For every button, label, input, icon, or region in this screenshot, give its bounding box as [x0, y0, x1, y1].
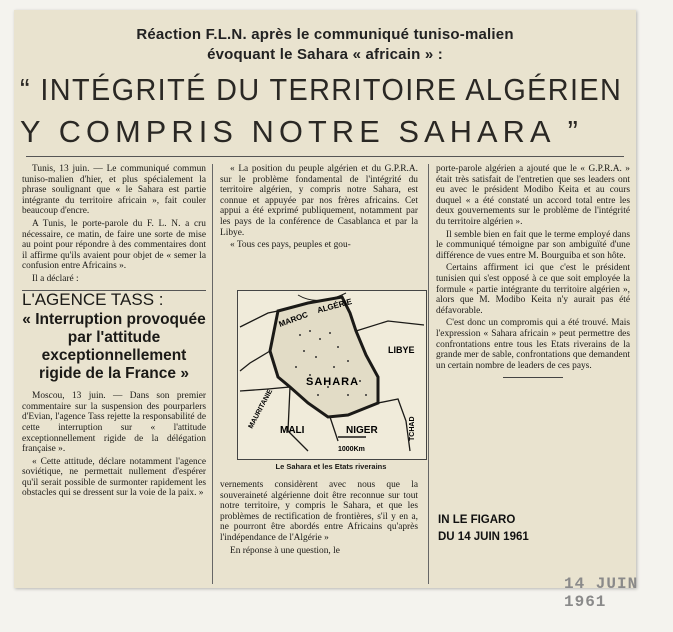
- map-label-mauritanie: MAURITANIE: [247, 388, 275, 430]
- source-annotation: [438, 512, 529, 546]
- col3-paragraph: Il semble bien en fait que le terme employé dans le communiqué témoigne par son ambiguïté d'une différence de vues entre M. Bourguiba et son hôte.: [436, 229, 630, 261]
- map-label-tchad: TCHAD: [409, 416, 416, 441]
- col2-paragraph: « Tous ces pays, peuples et gou-: [230, 240, 351, 251]
- column-divider: [212, 164, 213, 584]
- col3-paragraph: C'est donc un compromis qui a été trouvé. Mais l'expression « Sahara africain » peut permettre des confrontations entre tous les Etats riverains de la grande mer de sable, confrontations que demandent un certain nombre de leaders de ces pays.: [436, 318, 630, 371]
- map-label-maroc: MAROC: [277, 310, 310, 329]
- map-label-mali: MALI: [280, 425, 305, 436]
- newspaper-clipping: [14, 10, 636, 588]
- map-scale-label: 1000Km: [338, 446, 365, 453]
- col3-paragraph: Certains affirment ici que c'est le président tunisien qui s'est opposé à ce que soit employée la formule « partie intégrante du territoire algérien », alors que M. Modibo Keita n'y aurait pas été défavorable.: [436, 263, 630, 316]
- column-2-bottom: [220, 480, 418, 558]
- column-3: [436, 164, 630, 378]
- headline-rule: [26, 156, 624, 157]
- col1-paragraph: Moscou, 13 juin. — Dans son premier commentaire sur la suspension des pourparlers d'Evian, l'agence Tass rejette la responsabilité de cette interruption sur « l'attitude exceptionnellement rigide de la délégation française ».: [22, 391, 206, 455]
- col3-paragraph: porte-parole algérien a ajouté que le « G.P.R.A. » était très satisfait de l'entretien que ses leaders ont eu avec le président Modibo Keita et au cours duquel « a été constaté un accord total entre les deux gouvernements sur le problème de l'intégrité du territoire algérien ».: [436, 164, 630, 227]
- col1-paragraph: A Tunis, le porte-parole du F. L. N. a cru nécessaire, ce matin, de faire une sorte de mise au point pour répondre à des commentaires dont il affirme qu'ils avaient pour objet de « semer la confusion entre Africains ».: [22, 218, 206, 272]
- col2-paragraph: vernements considèrent avec nous que la souveraineté algérienne doit être reconnue sur tout notre territoire, y compris le Sahara, et que les problèmes de rectification de frontières, s'il y en a, ne pourront être abordés entre Africains qu'après l'indépendance de l'Algérie »: [220, 480, 418, 543]
- headline-line-2: Y COMPRIS NOTRE SAHARA ”: [20, 114, 583, 149]
- tass-title: L'AGENCE TASS :: [22, 289, 164, 309]
- end-rule: [503, 377, 563, 378]
- col1-paragraph: « Cette attitude, déclare notamment l'agence soviétique, ne permettait nullement d'espérer qu'il serait possible de surmonter rapidement les obstacles qui se dressent sur la voie de la paix. »: [22, 456, 206, 499]
- annotation-line-2: DU 14 JUIN 1961: [438, 531, 529, 543]
- col1-paragraph: Tunis, 13 juin. — Le communiqué commun tuniso-malien d'hier, et plus spécialement la phrase soulignant que « le Sahara est partie intégrante du territoire africain », fait couler beaucoup d'encre.: [22, 164, 206, 217]
- map-label-sahara: SAHARA: [306, 376, 360, 388]
- sahara-map: [237, 290, 427, 460]
- map-caption: Le Sahara et les Etats riverains: [275, 462, 387, 471]
- column-divider: [428, 164, 429, 584]
- map-graphic: [238, 291, 426, 459]
- map-label-algerie: ALGÉRIE: [316, 297, 353, 315]
- kicker-line-1: Réaction F.L.N. après le communiqué tuniso-malien: [136, 26, 514, 43]
- map-label-niger: NIGER: [346, 425, 378, 436]
- col2-paragraph: En réponse à une question, le: [230, 545, 340, 556]
- headline-line-1: “ INTÉGRITÉ DU TERRITOIRE ALGÉRIEN: [20, 72, 623, 107]
- annotation-line-1: IN LE FIGARO: [438, 514, 516, 526]
- column-2-top: [220, 164, 418, 253]
- col2-paragraph: « La position du peuple algérien et du G.P.R.A. sur le problème fondamental de l'intégrité du territoire algérien, y compris notre Sahara, est connue et appuyée par nos frères africains. Cet appui a été exprimé publiquement, notamment par les pays de la conférence de Casablanca et par la Libye.: [220, 164, 418, 238]
- date-stamp: 14 JUIN 1961: [564, 575, 639, 611]
- kicker-line-2: évoquant le Sahara « africain » :: [207, 46, 443, 63]
- column-1: [22, 164, 206, 501]
- col1-paragraph: Il a déclaré :: [32, 273, 79, 284]
- tass-headline: « Interruption provoquée par l'attitude exceptionnellement rigide de la France »: [22, 311, 206, 383]
- map-label-libye: LIBYE: [388, 345, 415, 355]
